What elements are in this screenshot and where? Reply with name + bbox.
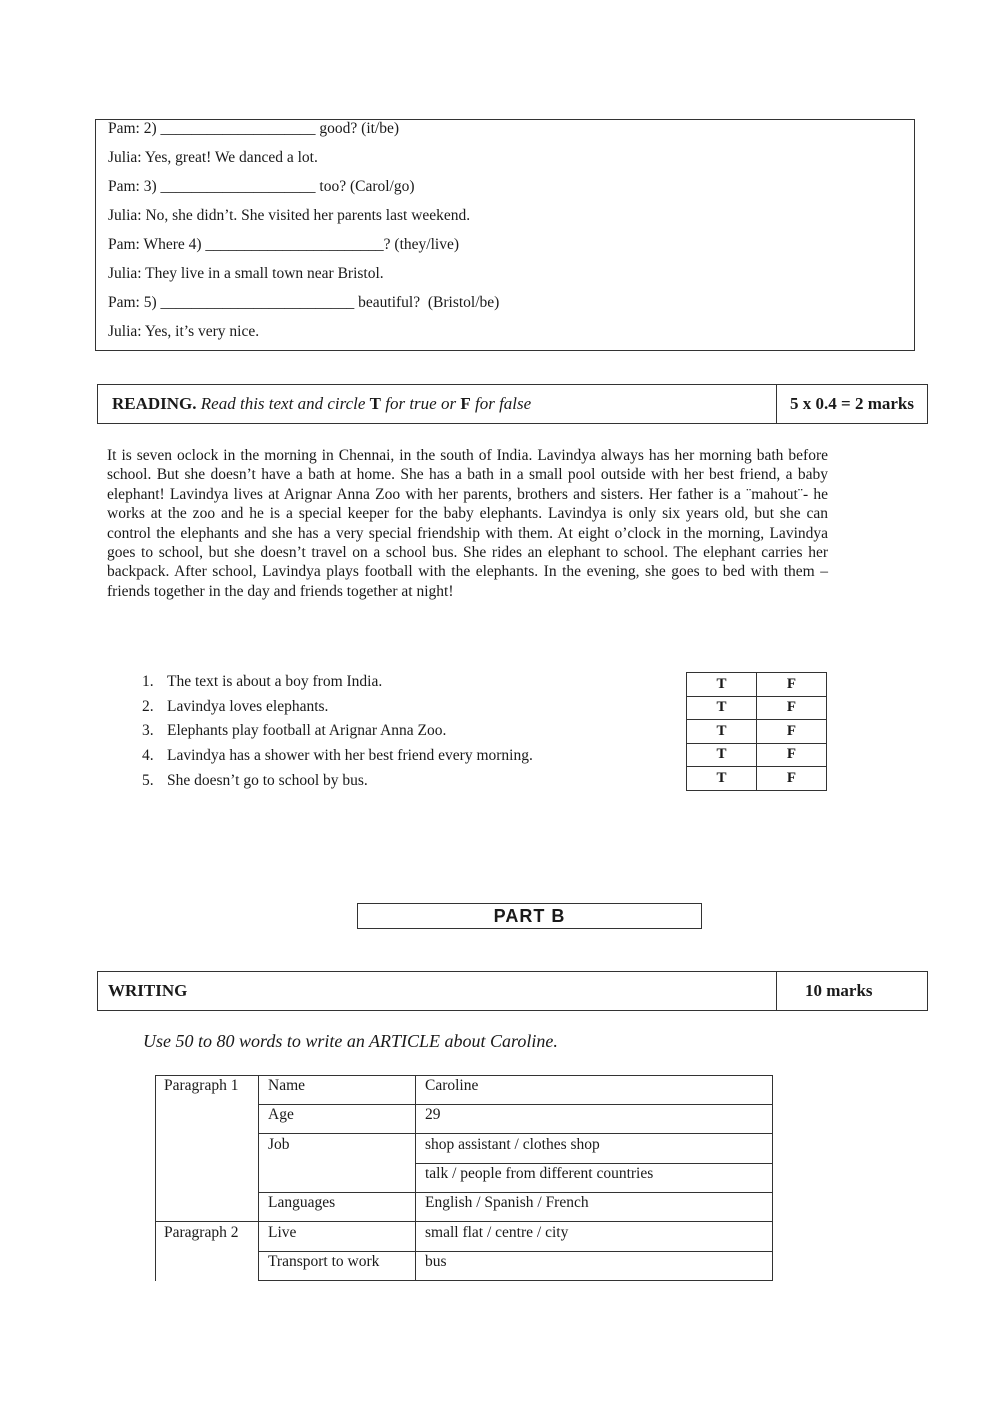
table-line <box>258 1192 773 1193</box>
reading-marks: 5 x 0.4 = 2 marks <box>790 394 914 413</box>
value-job: shop assistant / clothes shop <box>425 1136 600 1153</box>
field-job: Job <box>268 1136 290 1153</box>
dialogue-line-3: Pam: 3) ____________________ too? (Carol/go) <box>108 178 415 195</box>
field-languages: Languages <box>268 1194 336 1211</box>
reading-instr-c: for false <box>474 394 532 413</box>
value-languages: English / Spanish / French <box>425 1194 589 1211</box>
reading-instr-a: Read this text and circle <box>200 394 366 413</box>
dialogue-line-1: Pam: 2) ____________________ good? (it/be) <box>108 120 400 137</box>
value-transport: bus <box>425 1253 447 1270</box>
field-transport: Transport to work <box>268 1253 380 1270</box>
table-line <box>258 1075 259 1281</box>
true-option[interactable]: T <box>687 743 757 767</box>
statement-text: Elephants play football at Arignar Anna Zoo. <box>167 722 447 739</box>
statement-num: 1. <box>142 673 154 690</box>
statement-text: Lavindya loves elephants. <box>167 698 329 715</box>
writing-title: WRITING <box>98 972 777 1010</box>
false-option[interactable]: F <box>757 696 827 720</box>
field-name: Name <box>268 1077 306 1094</box>
part-b-title: PART B <box>357 903 702 929</box>
statement-text: The text is about a boy from India. <box>167 673 383 690</box>
dialogue-line-4: Julia: No, she didn’t. She visited her parents last weekend. <box>108 207 471 224</box>
value-age: 29 <box>425 1106 441 1123</box>
reading-text: It is seven oclock in the morning in Chennai, in the south of India. Lavindya always has her morning bath before school. But she doesn’t have a bath at home. She has a bath in a small pool outside with her best friend, a baby elephant! Lavindya lives at Arignar Anna Zoo with her parents, brothers and sisters. Her father is a ¨mahout¨- he works at the zoo and he is a special keeper for the baby elephants. Lavindya is only six years old, but she can control the elephants and she has a very special friendship with them. At eight o’clock in the morning, Lavindya goes to school, but she doesn’t travel on a school bus. She rides an elephant to school. The elephant carries her backpack. After school, Lavindya plays football with the elephants. In the evening, she goes to bed with them – friends together in the day and friends together at night! <box>107 447 828 600</box>
statement-text: She doesn’t go to school by bus. <box>167 772 368 789</box>
true-option[interactable]: T <box>687 696 757 720</box>
table-line <box>155 1075 773 1076</box>
reading-instr-b: for true or <box>385 394 457 413</box>
table-line <box>155 1075 156 1281</box>
false-option[interactable]: F <box>757 743 827 767</box>
dialogue-line-5: Pam: Where 4) _______________________? (they/live) <box>108 236 459 253</box>
false-option[interactable]: F <box>757 673 827 697</box>
reading-instr-f: F <box>460 394 471 413</box>
table-line <box>415 1163 773 1164</box>
table-line <box>155 1221 773 1222</box>
dialogue-line-6: Julia: They live in a small town near Bristol. <box>108 265 384 282</box>
writing-instruction: Use 50 to 80 words to write an ARTICLE about Caroline. <box>143 1031 558 1051</box>
field-age: Age <box>268 1106 294 1123</box>
value-job-detail: talk / people from different countries <box>425 1165 654 1182</box>
reading-instr-t: T <box>369 394 381 413</box>
paragraph-2-label: Paragraph 2 <box>164 1224 239 1241</box>
false-option[interactable]: F <box>757 767 827 791</box>
paragraph-1-label: Paragraph 1 <box>164 1077 239 1094</box>
table-line <box>258 1133 773 1134</box>
table-line <box>258 1280 773 1281</box>
dialogue-line-2: Julia: Yes, great! We danced a lot. <box>108 149 318 166</box>
true-option[interactable]: T <box>687 720 757 744</box>
statement-num: 4. <box>142 747 154 764</box>
value-name: Caroline <box>425 1077 479 1094</box>
value-live: small flat / centre / city <box>425 1224 569 1241</box>
table-line <box>258 1251 773 1252</box>
writing-marks: 10 marks <box>805 981 873 1000</box>
true-option[interactable]: T <box>687 767 757 791</box>
false-option[interactable]: F <box>757 720 827 744</box>
table-line <box>415 1075 416 1281</box>
statement-num: 3. <box>142 722 154 739</box>
dialogue-line-8: Julia: Yes, it’s very nice. <box>108 323 260 340</box>
dialogue-line-7: Pam: 5) _________________________ beautiful? (Bristol/be) <box>108 294 500 311</box>
field-live: Live <box>268 1224 297 1241</box>
statement-num: 5. <box>142 772 154 789</box>
true-option[interactable]: T <box>687 673 757 697</box>
table-line <box>772 1075 773 1281</box>
statement-num: 2. <box>142 698 154 715</box>
table-line <box>258 1104 773 1105</box>
statement-text: Lavindya has a shower with her best friend every morning. <box>167 747 533 764</box>
reading-title: READING. <box>112 394 197 413</box>
